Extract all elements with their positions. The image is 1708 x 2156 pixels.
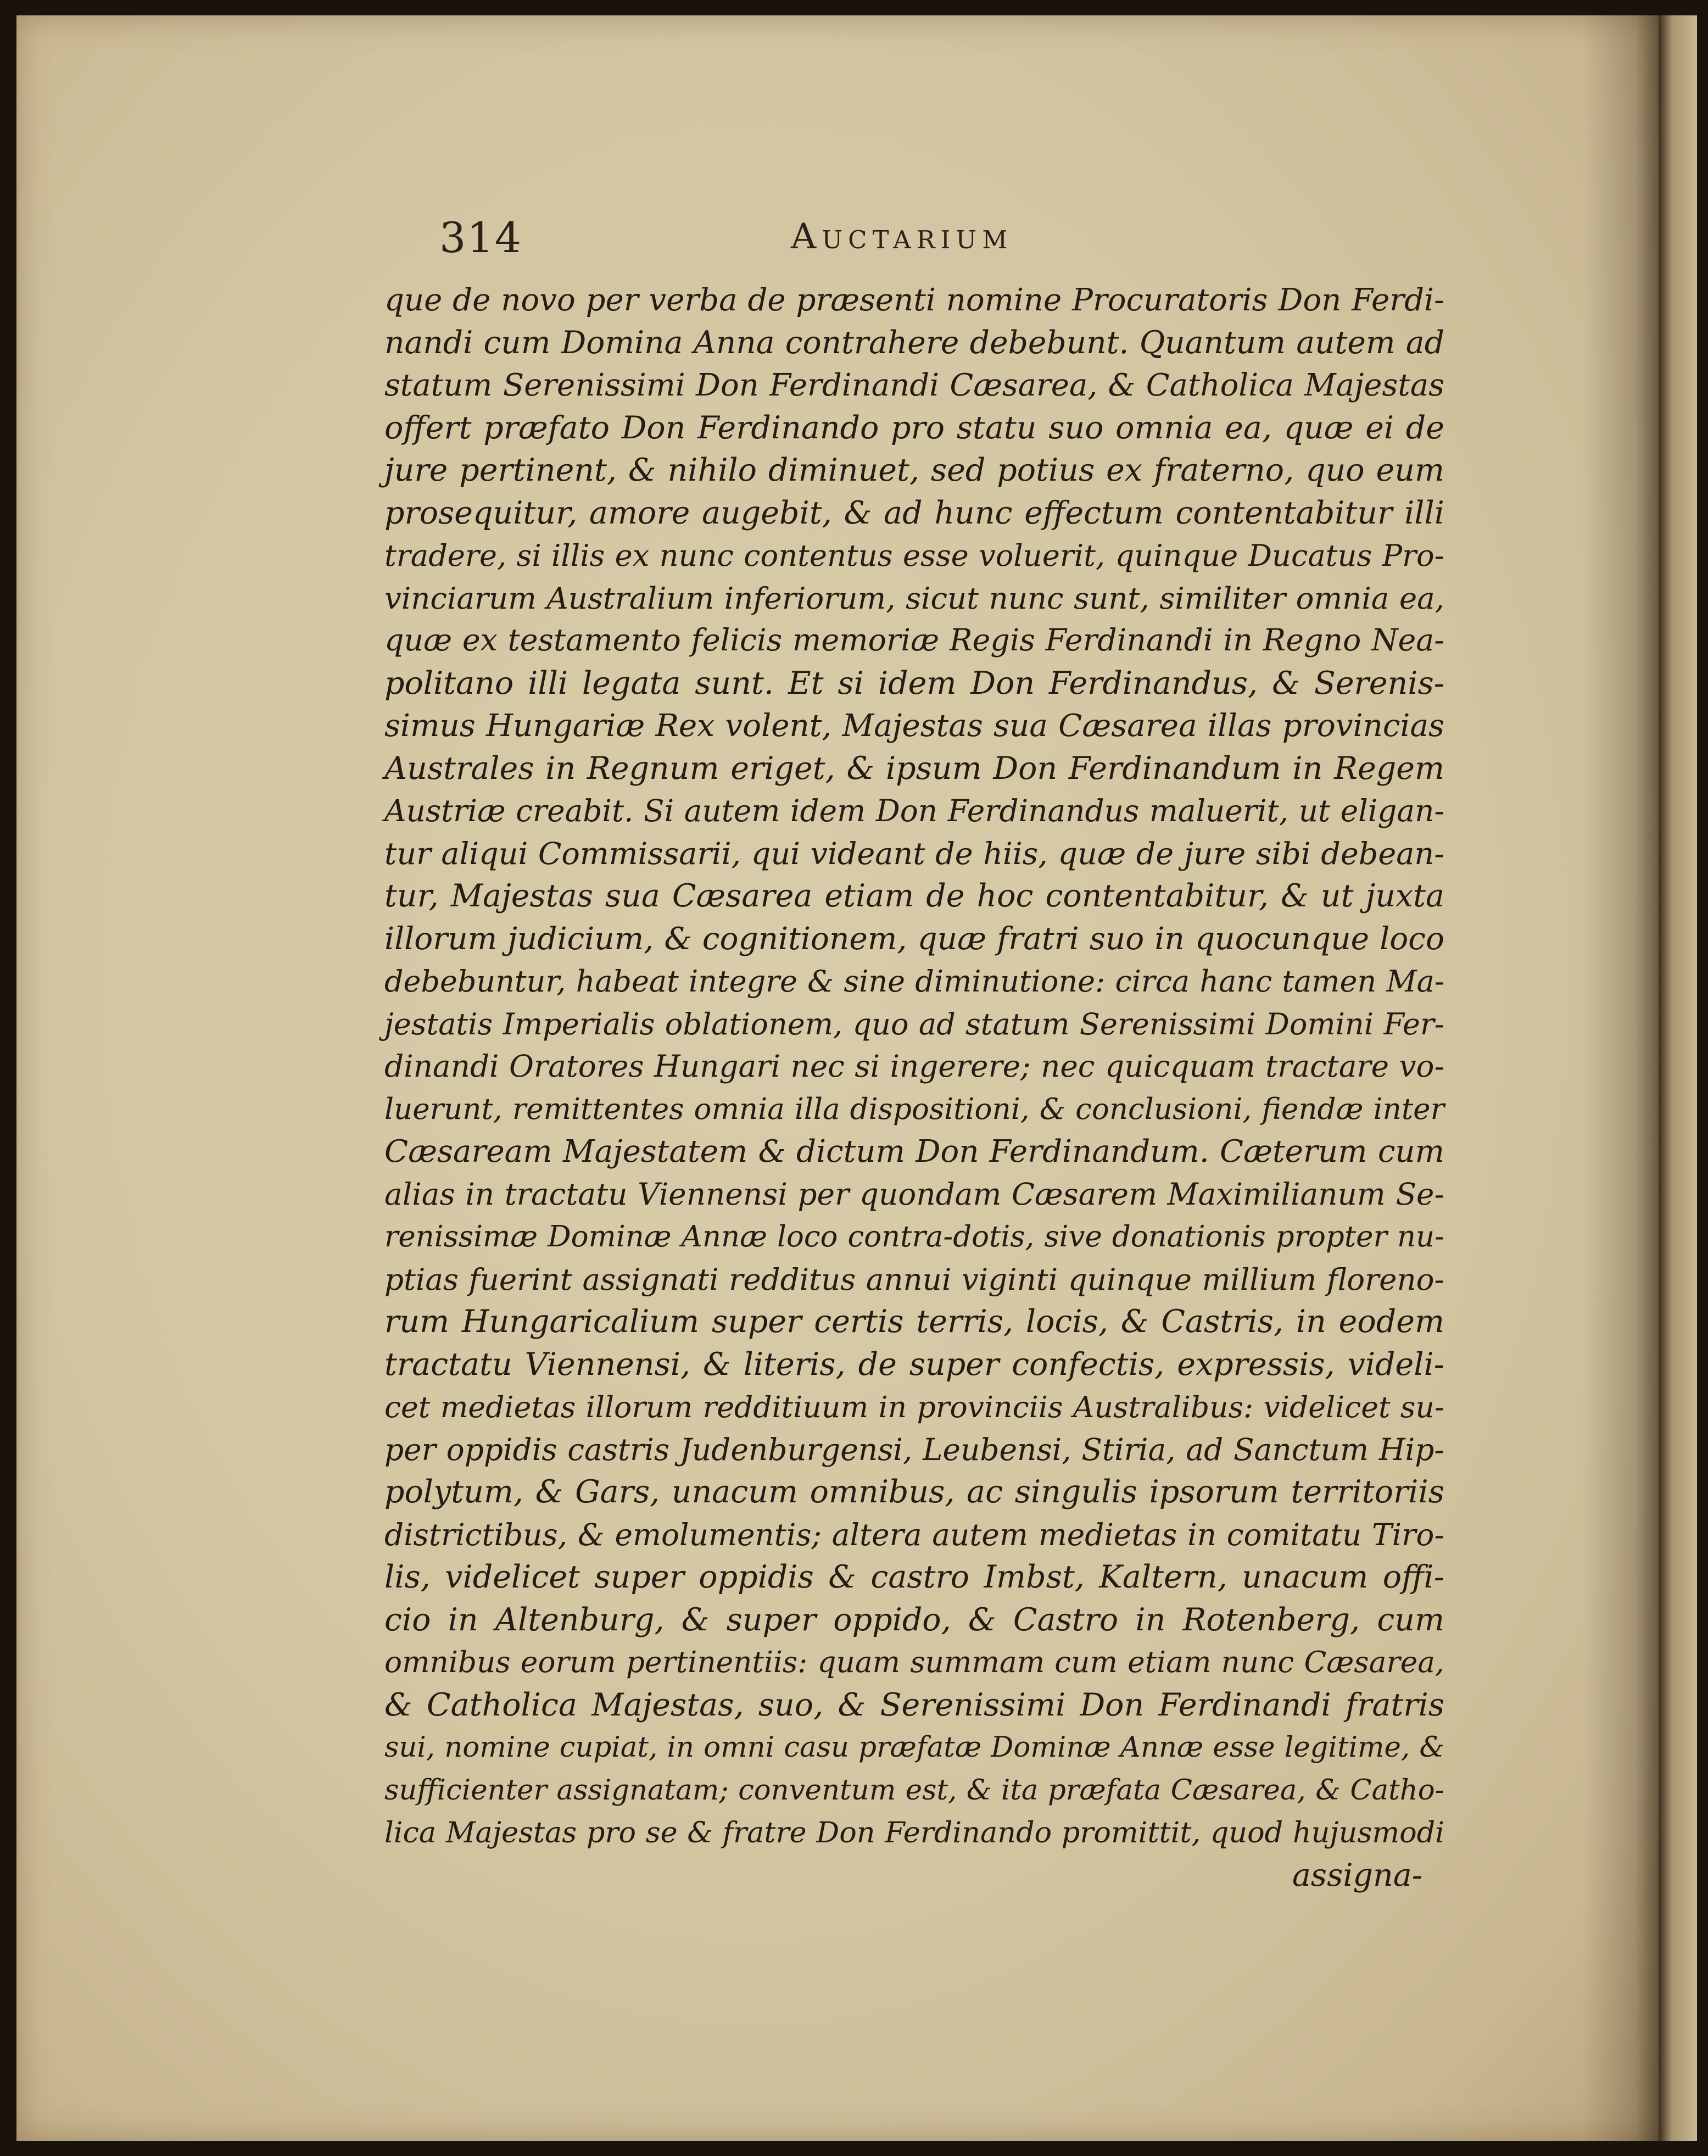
text-line: offert præfato Don Ferdinando pro statu suo omnia ea, quæ ei de bbox=[384, 409, 1444, 446]
text-line: luerunt, remittentes omnia illa dispositioni, & conclusioni, fiendæ inter bbox=[384, 1091, 1444, 1126]
text-line: polytum, & Gars, unacum omnibus, ac singulis ipsorum territoriis bbox=[384, 1474, 1444, 1510]
body-text bbox=[384, 279, 1444, 1897]
text-line: Austriæ creabit. Si autem idem Don Ferdinandus maluerit, ut eligan- bbox=[384, 793, 1444, 828]
text-line: Australes in Regnum eriget, & ipsum Don Ferdinandum in Regem bbox=[384, 750, 1444, 787]
text-line: tur, Majestas sua Cæsarea etiam de hoc contentabitur, & ut juxta bbox=[384, 878, 1444, 914]
text-line: dinandi Oratores Hungari nec si ingerere; nec quicquam tractare vo- bbox=[384, 1049, 1444, 1084]
text-line: sufficienter assignatam; conventum est, & ita præfata Cæsarea, & Catho- bbox=[384, 1773, 1444, 1807]
text-line: ptias fuerint assignati redditus annui viginti quinque millium floreno- bbox=[384, 1261, 1444, 1297]
running-head: Auctarium bbox=[791, 216, 1013, 257]
text-line: renissimæ Dominæ Annæ loco contra-dotis, sive donationis propter nu- bbox=[384, 1220, 1444, 1254]
text-line: tradere, si illis ex nunc contentus esse voluerit, quinque Ducatus Pro- bbox=[384, 538, 1444, 573]
text-line: debebuntur, habeat integre & sine diminutione: circa hanc tamen Ma- bbox=[384, 964, 1444, 999]
text-line: illorum judicium, & cognitionem, quæ fratri suo in quocunque loco bbox=[384, 921, 1444, 957]
book-page bbox=[16, 15, 1659, 2141]
text-line: quæ ex testamento felicis memoriæ Regis Ferdinandi in Regno Nea- bbox=[384, 623, 1444, 658]
adjacent-page-edge bbox=[1659, 15, 1697, 2141]
text-line: Cæsaream Majestatem & dictum Don Ferdinandum. Cæterum cum bbox=[384, 1134, 1444, 1169]
text-line: alias in tractatu Viennensi per quondam Cæsarem Maximilianum Se- bbox=[384, 1176, 1444, 1212]
text-line: tractatu Viennensi, & literis, de super confectis, expressis, videli- bbox=[384, 1346, 1444, 1383]
page-number: 314 bbox=[439, 213, 523, 262]
text-line: per oppidis castris Judenburgensi, Leubensi, Stiria, ad Sanctum Hip- bbox=[384, 1431, 1444, 1467]
text-line: lica Majestas pro se & fratre Don Ferdinando promittit, quod hujusmodi bbox=[384, 1816, 1444, 1849]
text-line: cet medietas illorum redditiuum in provinciis Australibus: videlicet su- bbox=[384, 1390, 1444, 1424]
text-line: simus Hungariæ Rex volent, Majestas sua Cæsarea illas provincias bbox=[384, 708, 1444, 744]
text-line: que de novo per verba de præsenti nomine Procuratoris Don Ferdi- bbox=[384, 282, 1444, 318]
page-header bbox=[439, 213, 1285, 274]
text-line: cio in Altenburg, & super oppido, & Castro in Rotenberg, cum bbox=[384, 1601, 1444, 1638]
text-line: lis, videlicet super oppidis & castro Imbst, Kaltern, unacum offi- bbox=[384, 1559, 1444, 1595]
catchword-row bbox=[384, 1854, 1444, 1897]
gutter-shadow bbox=[1582, 15, 1659, 2141]
catchword: assigna- bbox=[1292, 1857, 1422, 1893]
text-line: prosequitur, amore augebit, & ad hunc effectum contentabitur illi bbox=[384, 494, 1444, 531]
text-line: omnibus eorum pertinentiis: quam summam cum etiam nunc Cæsarea, bbox=[384, 1645, 1444, 1679]
text-line: & Catholica Majestas, suo, & Serenissimi Don Ferdinandi fratris bbox=[384, 1686, 1444, 1723]
text-line: districtibus, & emolumentis; altera autem medietas in comitatu Tiro- bbox=[384, 1517, 1444, 1552]
text-line: rum Hungaricalium super certis terris, locis, & Castris, in eodem bbox=[384, 1303, 1444, 1340]
text-line: jure pertinent, & nihilo diminuet, sed potius ex fraterno, quo eum bbox=[384, 452, 1444, 488]
text-line: nandi cum Domina Anna contrahere debebunt. Quantum autem ad bbox=[384, 324, 1444, 361]
text-line: sui, nomine cupiat, in omni casu præfatæ Dominæ Annæ esse legitime, & bbox=[384, 1731, 1444, 1764]
text-line: statum Serenissimi Don Ferdinandi Cæsarea, & Catholica Majestas bbox=[384, 367, 1444, 403]
text-line: politano illi legata sunt. Et si idem Don Ferdinandus, & Serenis- bbox=[384, 665, 1444, 701]
text-line: jestatis Imperialis oblationem, quo ad statum Serenissimi Domini Fer- bbox=[384, 1006, 1444, 1041]
text-line: vinciarum Australium inferiorum, sicut nunc sunt, similiter omnia ea, bbox=[384, 580, 1444, 616]
text-line: tur aliqui Commissarii, qui videant de hiis, quæ de jure sibi debean- bbox=[384, 835, 1444, 872]
